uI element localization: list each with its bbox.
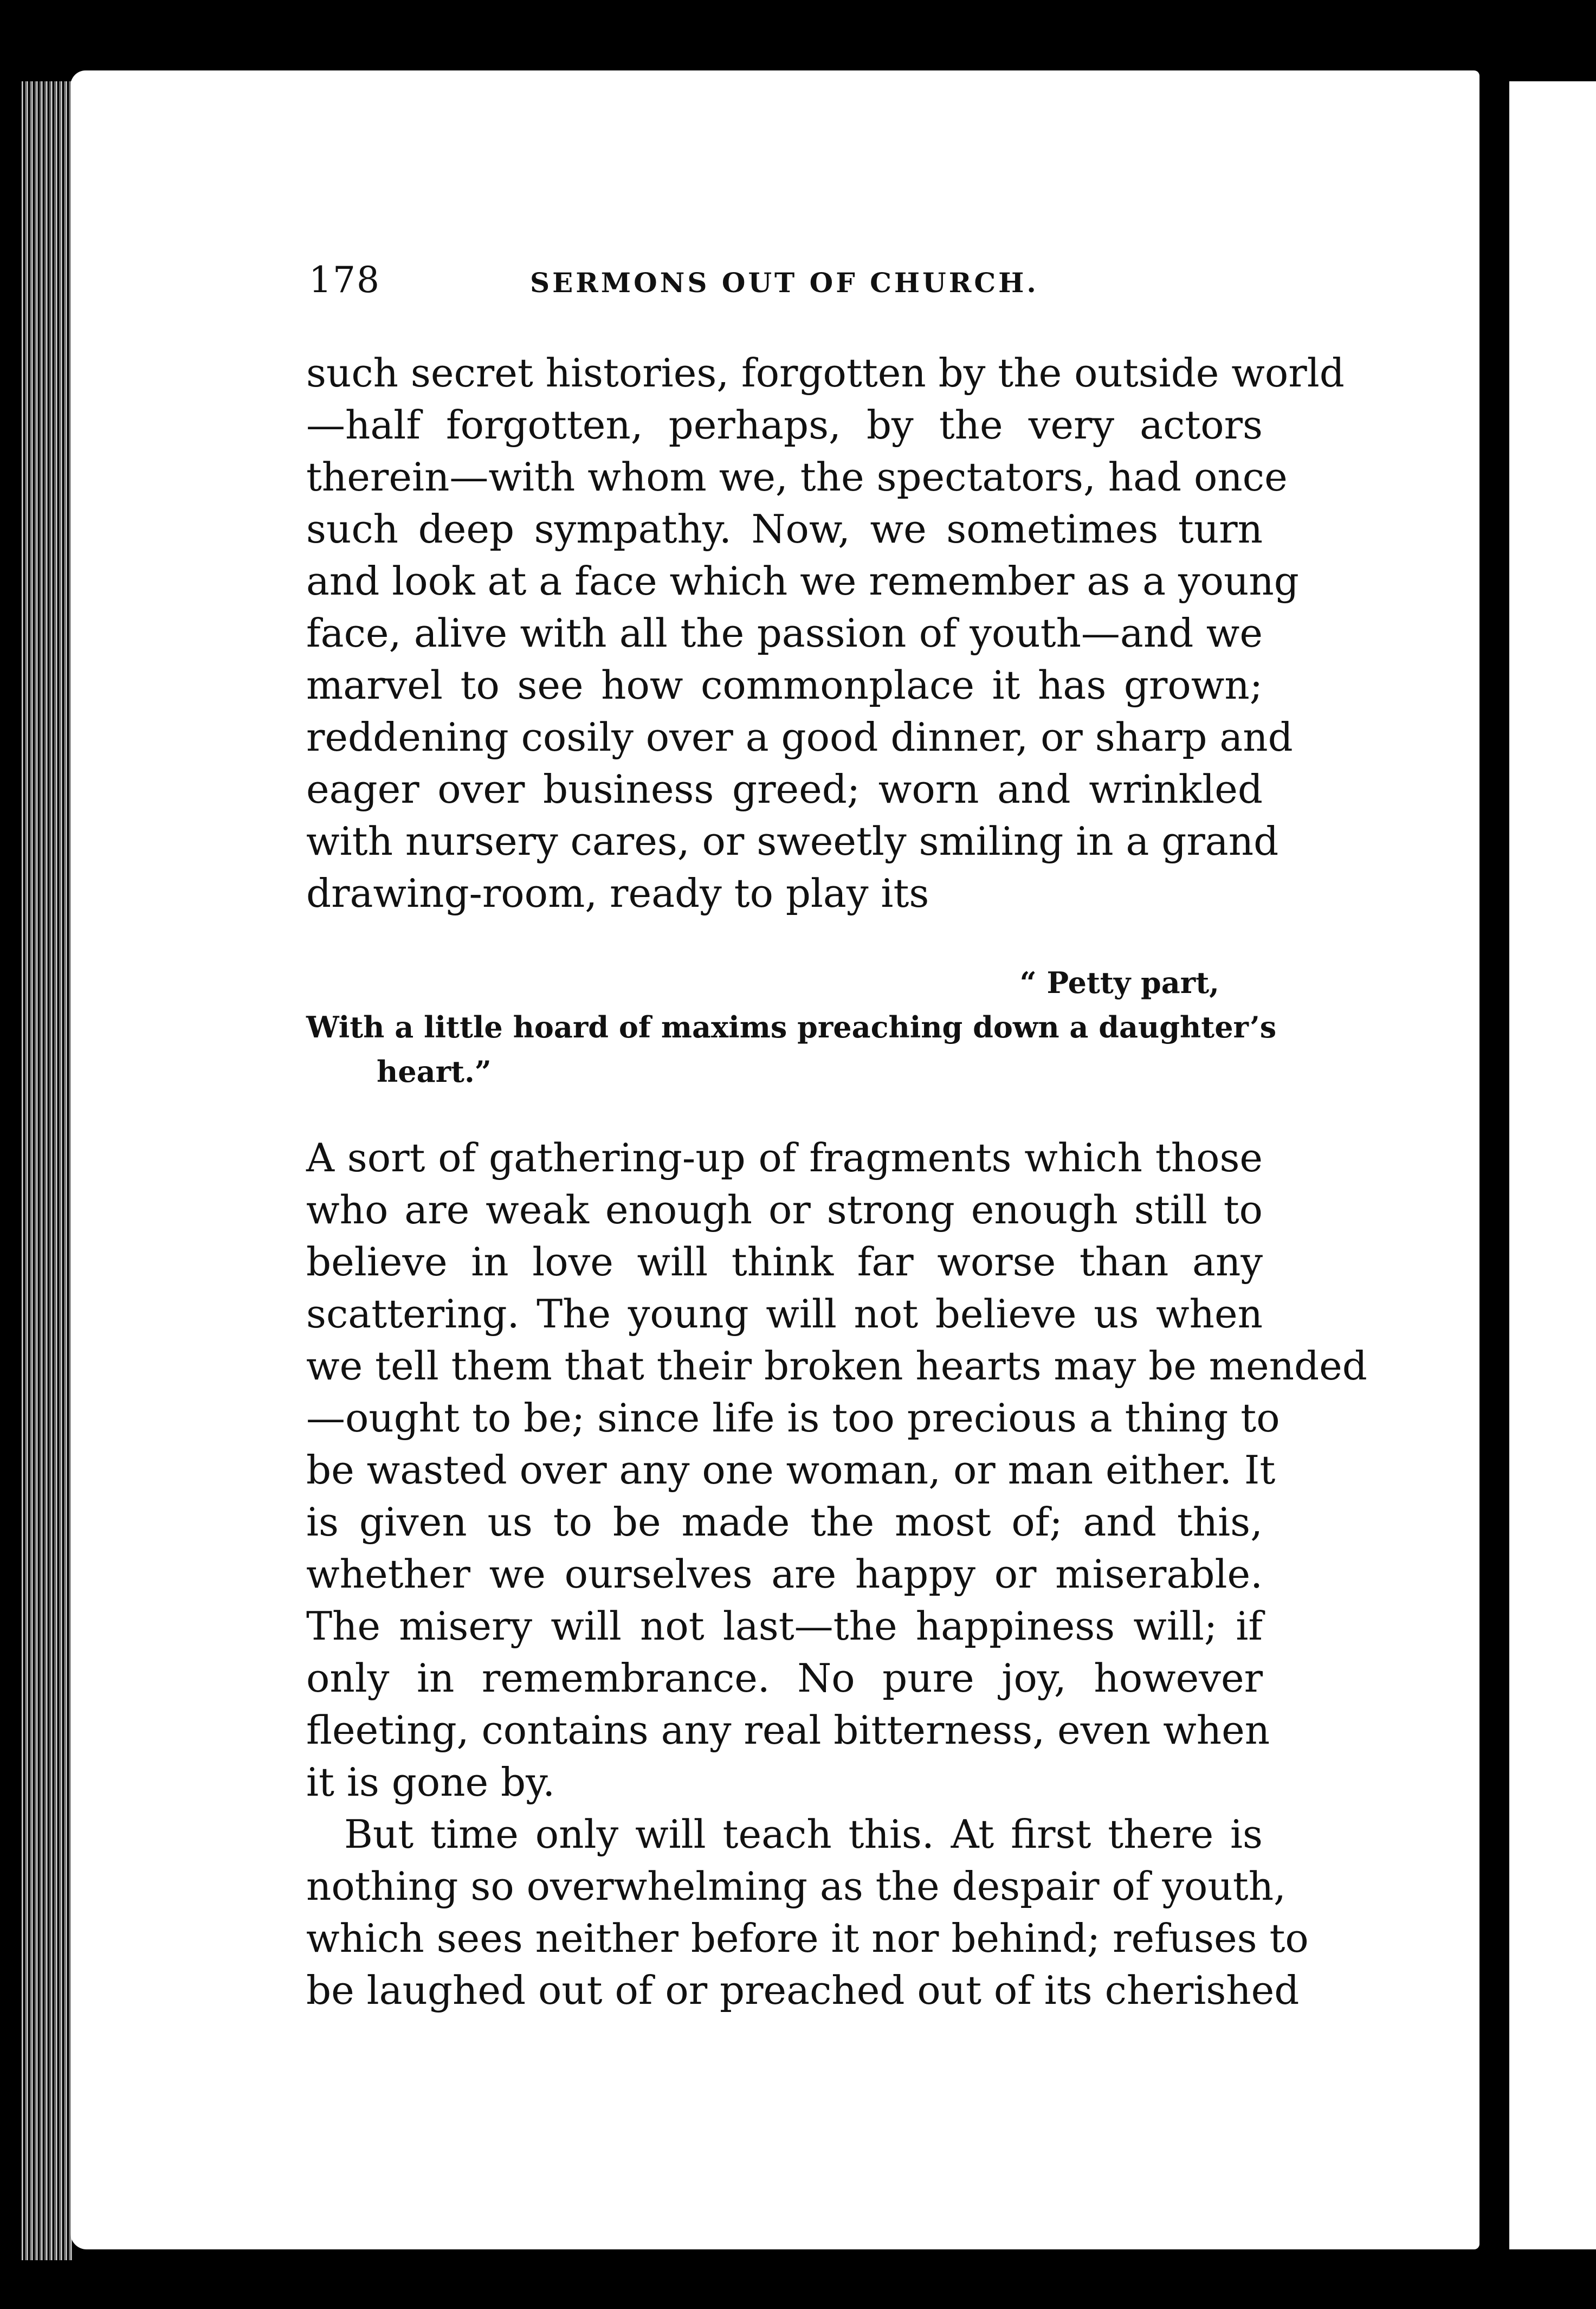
text-line: —ought to be; since life is too precious a thing to [306,1395,1280,1441]
text-line: nothing so overwhelming as the despair of youth, [306,1863,1286,1909]
text-line: therein—with whom we, the spectators, had once [306,454,1288,500]
paragraph-3 [306,1808,1309,2016]
text-line: we tell them that their broken hearts may be mended [306,1343,1367,1389]
text-line: scattering. The young will not believe us when [306,1291,1263,1337]
page-number: 178 [309,259,380,301]
text-line: drawing-room, ready to play its [306,870,929,916]
text-line: such secret histories, forgotten by the outside world [306,350,1345,396]
text-line: face, alive with all the passion of youth—and we [306,610,1263,656]
text-line: whether we ourselves are happy or miserable. [306,1551,1263,1597]
paragraph-2 [306,1132,1367,1808]
book-binding-edge [22,81,73,2260]
text-line: such deep sympathy. Now, we sometimes turn [306,506,1263,552]
quote-line: With a little hoard of maxims preaching down a daughter’s [306,1010,1277,1044]
text-line: and look at a face which we remember as a young [306,558,1299,604]
next-page-edge [1493,81,1596,2249]
text-line: which sees neither before it nor behind; refuses to [306,1915,1309,1961]
running-header [309,259,1122,302]
text-line: be laughed out of or preached out of its cherished [306,1968,1300,2013]
text-line: The misery will not last—the happiness will; if [306,1603,1263,1649]
text-line: is given us to be made the most of; and this, [306,1499,1263,1545]
text-line: marvel to see how commonplace it has grown; [306,662,1263,708]
text-line: be wasted over any one woman, or man either. It [306,1447,1276,1493]
running-title: SERMONS OUT OF CHURCH. [530,267,1039,299]
text-line: eager over business greed; worn and wrinkled [306,766,1263,812]
verse-quotation [306,960,1277,1094]
text-line: it is gone by. [306,1759,555,1805]
quote-line: “ Petty part, [1019,965,1219,1000]
text-line: fleeting, contains any real bitterness, even when [306,1707,1270,1753]
text-line: only in remembrance. No pure joy, however [306,1655,1263,1701]
text-line: But time only will teach this. At first there is [344,1811,1263,1857]
text-line: who are weak enough or strong enough still to [306,1187,1263,1233]
paragraph-1 [306,347,1345,919]
text-line: reddening cosily over a good dinner, or sharp and [306,714,1293,760]
text-line: with nursery cares, or sweetly smiling in a grand [306,818,1279,864]
text-line: A sort of gathering-up of fragments which those [306,1135,1263,1181]
quote-line: heart.” [377,1054,492,1089]
page-body [306,347,1367,2016]
text-line: —half forgotten, perhaps, by the very actors [306,402,1263,448]
text-line: believe in love will think far worse than any [306,1239,1263,1285]
